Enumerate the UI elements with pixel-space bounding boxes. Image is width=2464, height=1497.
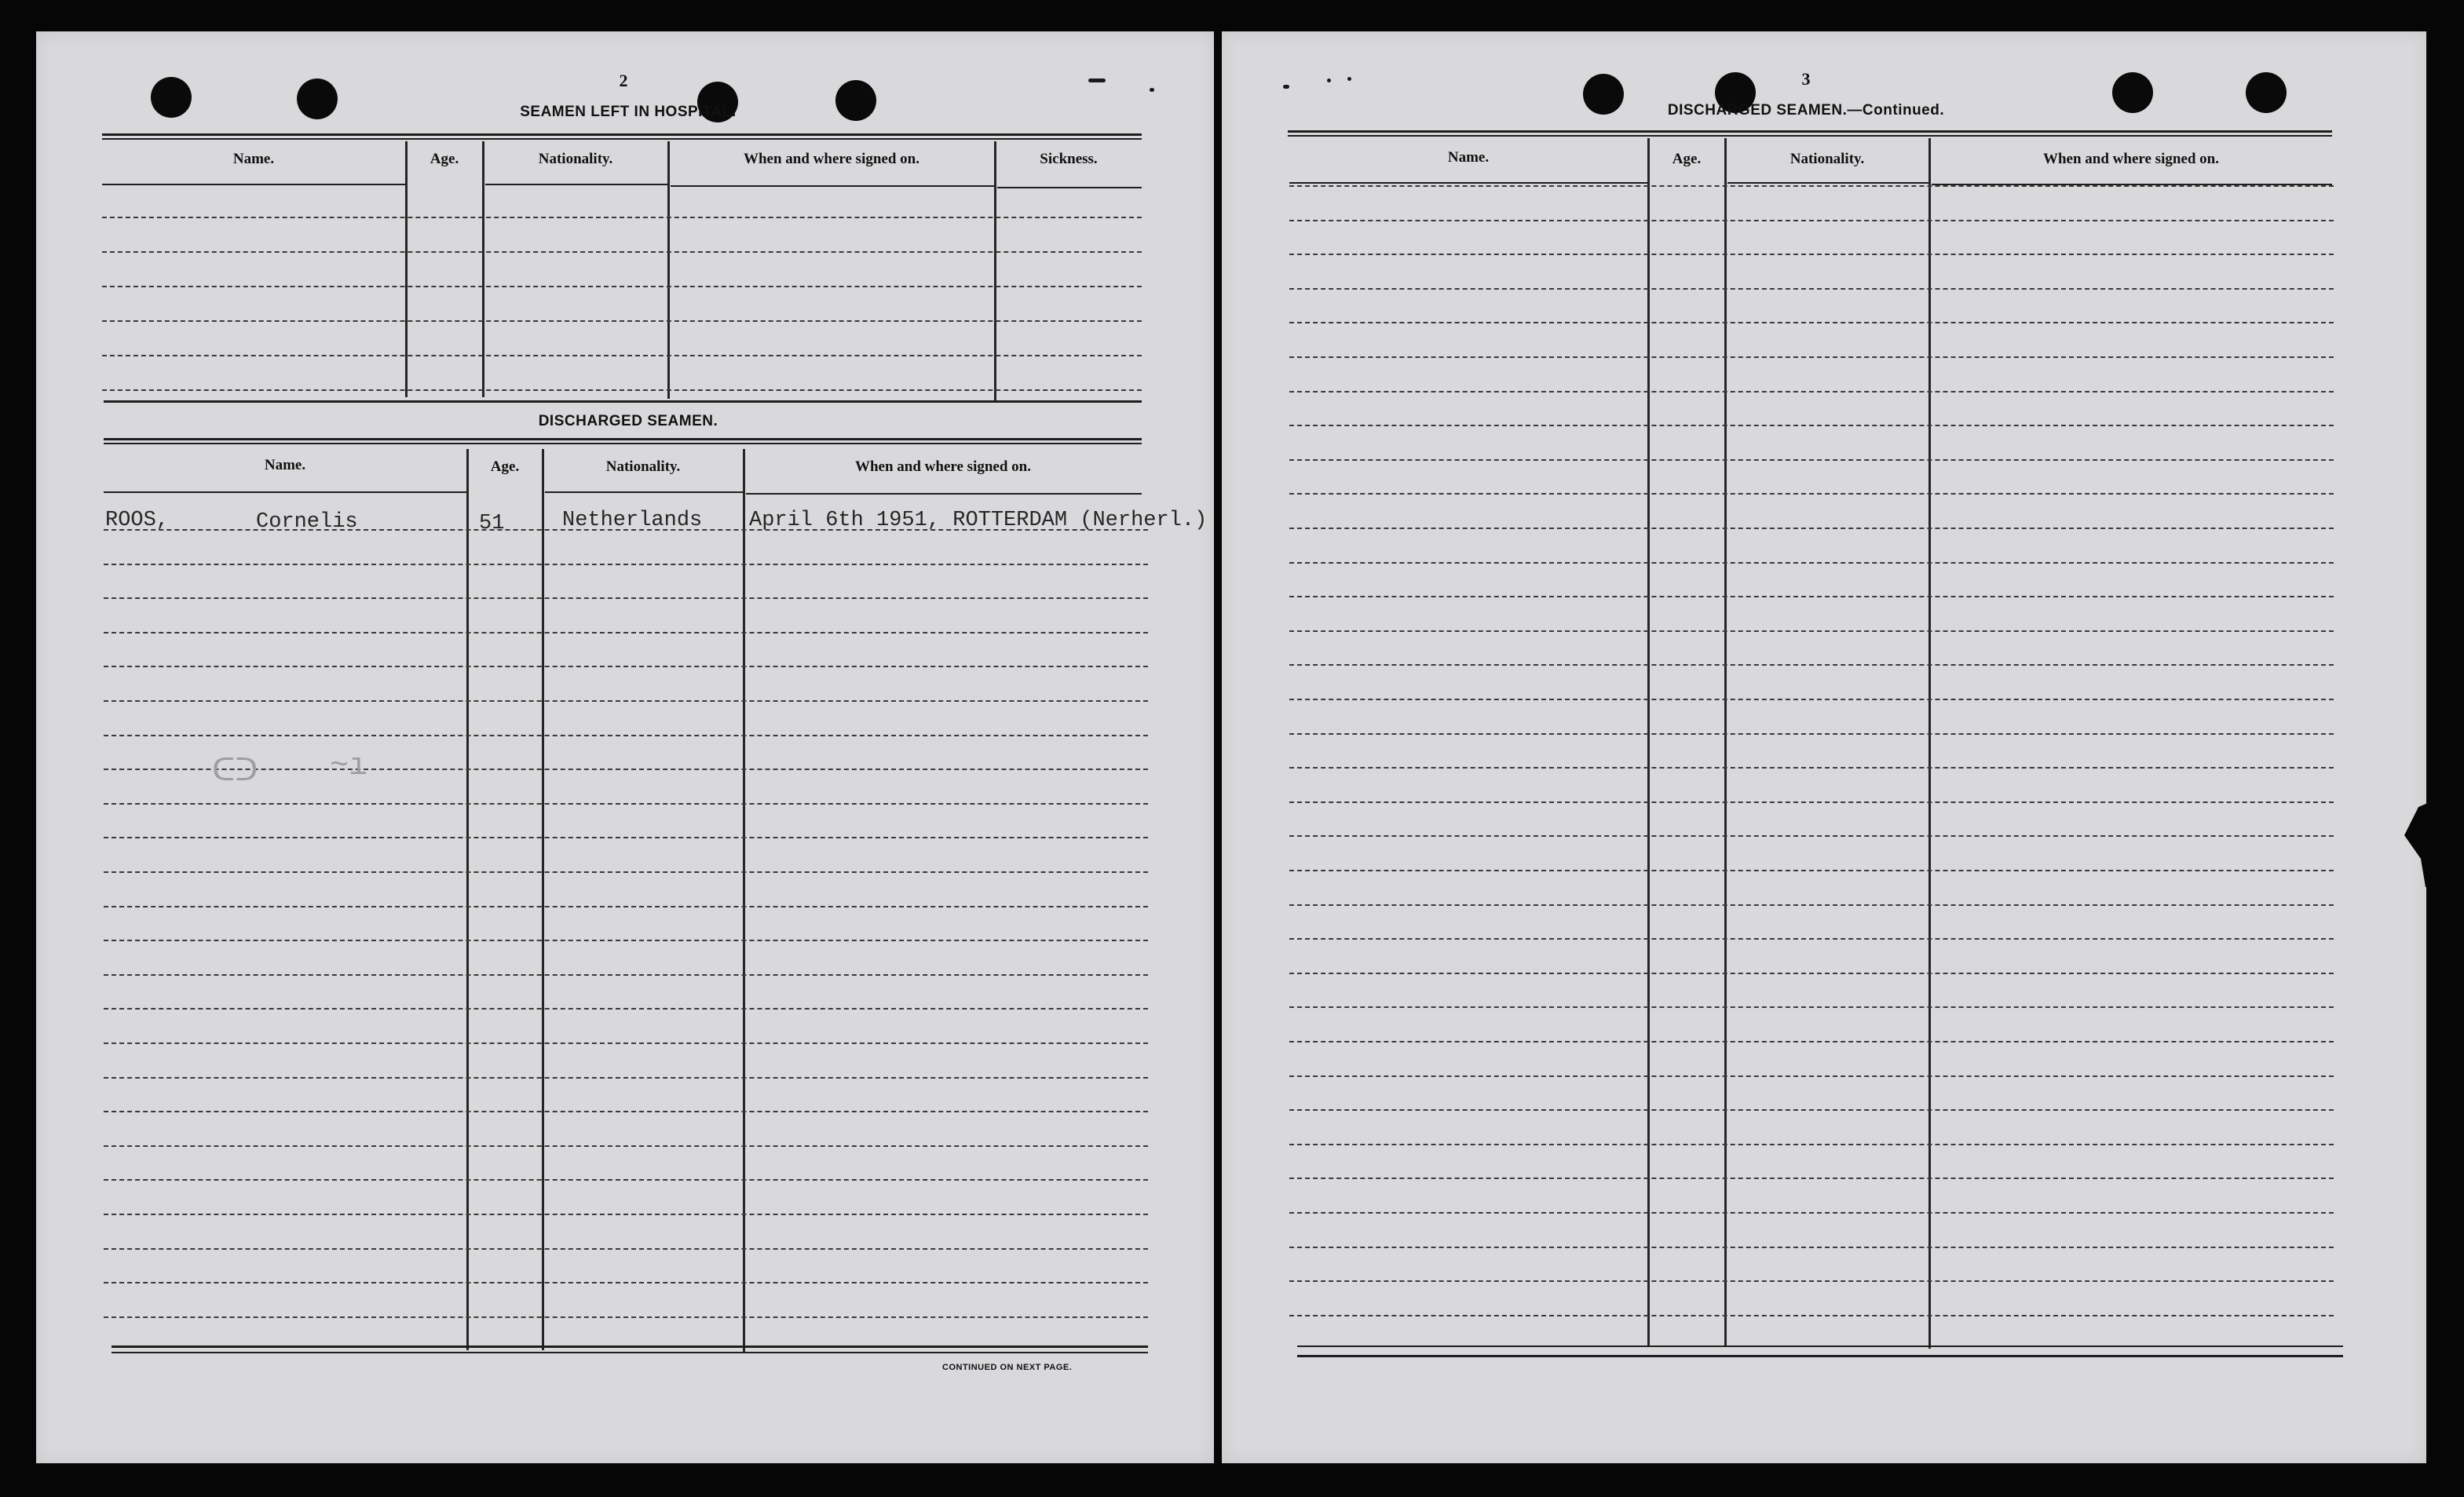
hospital-column-divider: [667, 141, 670, 399]
hospital-header-rule: [997, 187, 1142, 188]
hospital-row-line: [102, 217, 1142, 218]
continued-row-line: [1289, 1212, 2334, 1214]
discharged-row-line: [104, 1316, 1148, 1318]
hospital-col-age: Age.: [430, 151, 459, 167]
hospital-row-line: [102, 389, 1142, 391]
ink-speck: [1088, 79, 1106, 82]
continued-column-divider: [1647, 138, 1650, 1347]
continued-row-line: [1289, 185, 2334, 187]
continued-row-line: [1289, 973, 2334, 974]
hospital-column-divider: [482, 141, 484, 397]
discharged-row-line: [104, 1008, 1148, 1010]
hospital-top-rule: [102, 138, 1142, 140]
continued-row-line: [1289, 1178, 2334, 1179]
continued-row-line: [1289, 904, 2334, 906]
continued-row-line: [1289, 459, 2334, 461]
discharged-row-line: [104, 632, 1148, 633]
continued-row-line: [1289, 322, 2334, 323]
discharged-section-title: DISCHARGED SEAMEN.: [538, 413, 718, 429]
discharged-row-line: [104, 837, 1148, 838]
hospital-col-name: Name.: [232, 151, 275, 167]
discharged-row-line: [104, 666, 1148, 667]
continued-col-age: Age.: [1672, 151, 1702, 167]
continued-row-line: [1289, 1315, 2334, 1316]
left-bottom-rule: [112, 1352, 1148, 1353]
discharged-row-line: [104, 564, 1148, 565]
continued-row-line: [1289, 425, 2334, 426]
entry-signed-on: April 6th 1951, ROTTERDAM (Nerherl.): [749, 509, 1208, 532]
discharged-top-rule: [104, 438, 1142, 440]
right-bottom-rule: [1297, 1345, 2343, 1347]
continued-column-divider: [1724, 138, 1727, 1347]
discharged-row-line: [104, 1042, 1148, 1044]
continued-row-line: [1289, 699, 2334, 700]
discharged-row-line: [104, 1145, 1148, 1147]
left-bottom-rule: [112, 1345, 1148, 1348]
continued-row-line: [1289, 938, 2334, 940]
discharged-row-line: [104, 803, 1148, 805]
ink-speck: [1327, 79, 1331, 82]
discharged-row-line: [104, 940, 1148, 941]
right-page: [1222, 31, 2426, 1463]
hospital-col-signed-on: When and where signed on.: [743, 151, 919, 167]
continued-row-line: [1289, 1280, 2334, 1282]
discharged-row-line: [104, 974, 1148, 976]
continued-row-line: [1289, 1006, 2334, 1008]
discharged-row-line: [104, 597, 1148, 599]
hospital-row-line: [102, 251, 1142, 253]
page-number: 2: [619, 71, 628, 90]
hospital-top-rule: [102, 133, 1142, 136]
ink-speck: [1347, 77, 1351, 81]
discharged-row-line: [104, 735, 1148, 736]
continued-row-line: [1289, 288, 2334, 290]
continued-note: CONTINUED ON NEXT PAGE.: [942, 1363, 1073, 1372]
hospital-header-rule: [671, 185, 994, 187]
continued-row-line: [1289, 596, 2334, 597]
continued-row-line: [1289, 1109, 2334, 1111]
discharged-header-rule: [746, 493, 1142, 495]
continued-row-line: [1289, 767, 2334, 769]
continued-row-line: [1289, 1247, 2334, 1248]
hospital-header-rule: [485, 184, 667, 185]
entry-given-name: Cornelis: [256, 510, 358, 534]
continued-row-line: [1289, 1144, 2334, 1145]
hospital-row-line: [102, 355, 1142, 356]
discharged-row-line: [104, 1179, 1148, 1181]
entry-age: 51: [479, 512, 505, 535]
right-top-rule: [1288, 130, 2332, 133]
entry-surname: ROOS,: [105, 509, 170, 532]
hospital-header-rule: [102, 184, 405, 185]
continued-header-rule: [1289, 182, 1647, 184]
ink-speck: [1150, 88, 1154, 92]
continued-row-line: [1289, 220, 2334, 221]
discharged-header-rule: [545, 491, 743, 493]
discharged-row-line: [104, 1248, 1148, 1250]
continued-col-name: Name.: [1447, 149, 1490, 166]
continued-row-line: [1289, 630, 2334, 632]
punch-hole: [151, 77, 192, 118]
discharged-row-line: [104, 1214, 1148, 1215]
hospital-column-divider: [405, 141, 408, 397]
continued-row-line: [1289, 733, 2334, 735]
continued-row-line: [1289, 254, 2334, 255]
continued-row-line: [1289, 664, 2334, 666]
continued-row-line: [1289, 493, 2334, 495]
discharged-col-age: Age.: [490, 458, 520, 475]
continued-column-divider: [1928, 138, 1931, 1349]
hospital-row-line: [102, 286, 1142, 287]
discharged-col-name: Name.: [264, 457, 306, 473]
continued-row-line: [1289, 562, 2334, 564]
discharged-row-line: [104, 1077, 1148, 1079]
hospital-column-divider: [994, 141, 996, 400]
right-top-rule: [1288, 135, 2332, 137]
page-number: 3: [1801, 69, 1811, 89]
discharged-row-line: [104, 769, 1148, 770]
faint-pencil-mark: ~ı: [330, 749, 368, 784]
right-bottom-rule: [1297, 1355, 2343, 1357]
discharged-row-line: [104, 1282, 1148, 1283]
continued-row-line: [1289, 356, 2334, 358]
ink-speck: [1283, 85, 1289, 89]
discharged-header-rule: [104, 491, 466, 493]
discharged-row-line: [104, 1111, 1148, 1112]
continued-row-line: [1289, 391, 2334, 393]
hospital-row-line: [102, 320, 1142, 322]
hospital-col-nationality: Nationality.: [538, 151, 613, 167]
continued-col-signed-on: When and where signed on.: [2042, 151, 2219, 167]
continued-header-rule: [1727, 182, 1928, 184]
discharged-row-line: [104, 906, 1148, 907]
punch-hole: [2112, 72, 2153, 113]
discharged-col-nationality: Nationality.: [605, 458, 681, 475]
continued-row-line: [1289, 1041, 2334, 1042]
continued-row-line: [1289, 528, 2334, 529]
discharged-row-line: [104, 871, 1148, 873]
continued-col-nationality: Nationality.: [1790, 151, 1865, 167]
discharged-top-rule: [104, 443, 1142, 444]
continued-row-line: [1289, 870, 2334, 871]
discharged-continued-title: DISCHARGED SEAMEN.—Continued.: [1667, 102, 1945, 119]
hospital-col-sickness: Sickness.: [1040, 151, 1098, 167]
discharged-row-line: [104, 700, 1148, 702]
punch-hole: [297, 79, 338, 119]
punch-hole: [2246, 72, 2287, 113]
continued-row-line: [1289, 835, 2334, 837]
discharged-column-divider: [743, 449, 745, 1352]
discharged-top-rule: [104, 400, 1142, 403]
discharged-col-signed-on: When and where signed on.: [854, 458, 1031, 475]
continued-row-line: [1289, 801, 2334, 803]
faint-pencil-mark: ᑕᑐ: [212, 755, 258, 790]
hospital-section-title: SEAMEN LEFT IN HOSPITAL.: [520, 104, 737, 120]
continued-row-line: [1289, 1075, 2334, 1077]
entry-nationality: Netherlands: [562, 509, 703, 532]
